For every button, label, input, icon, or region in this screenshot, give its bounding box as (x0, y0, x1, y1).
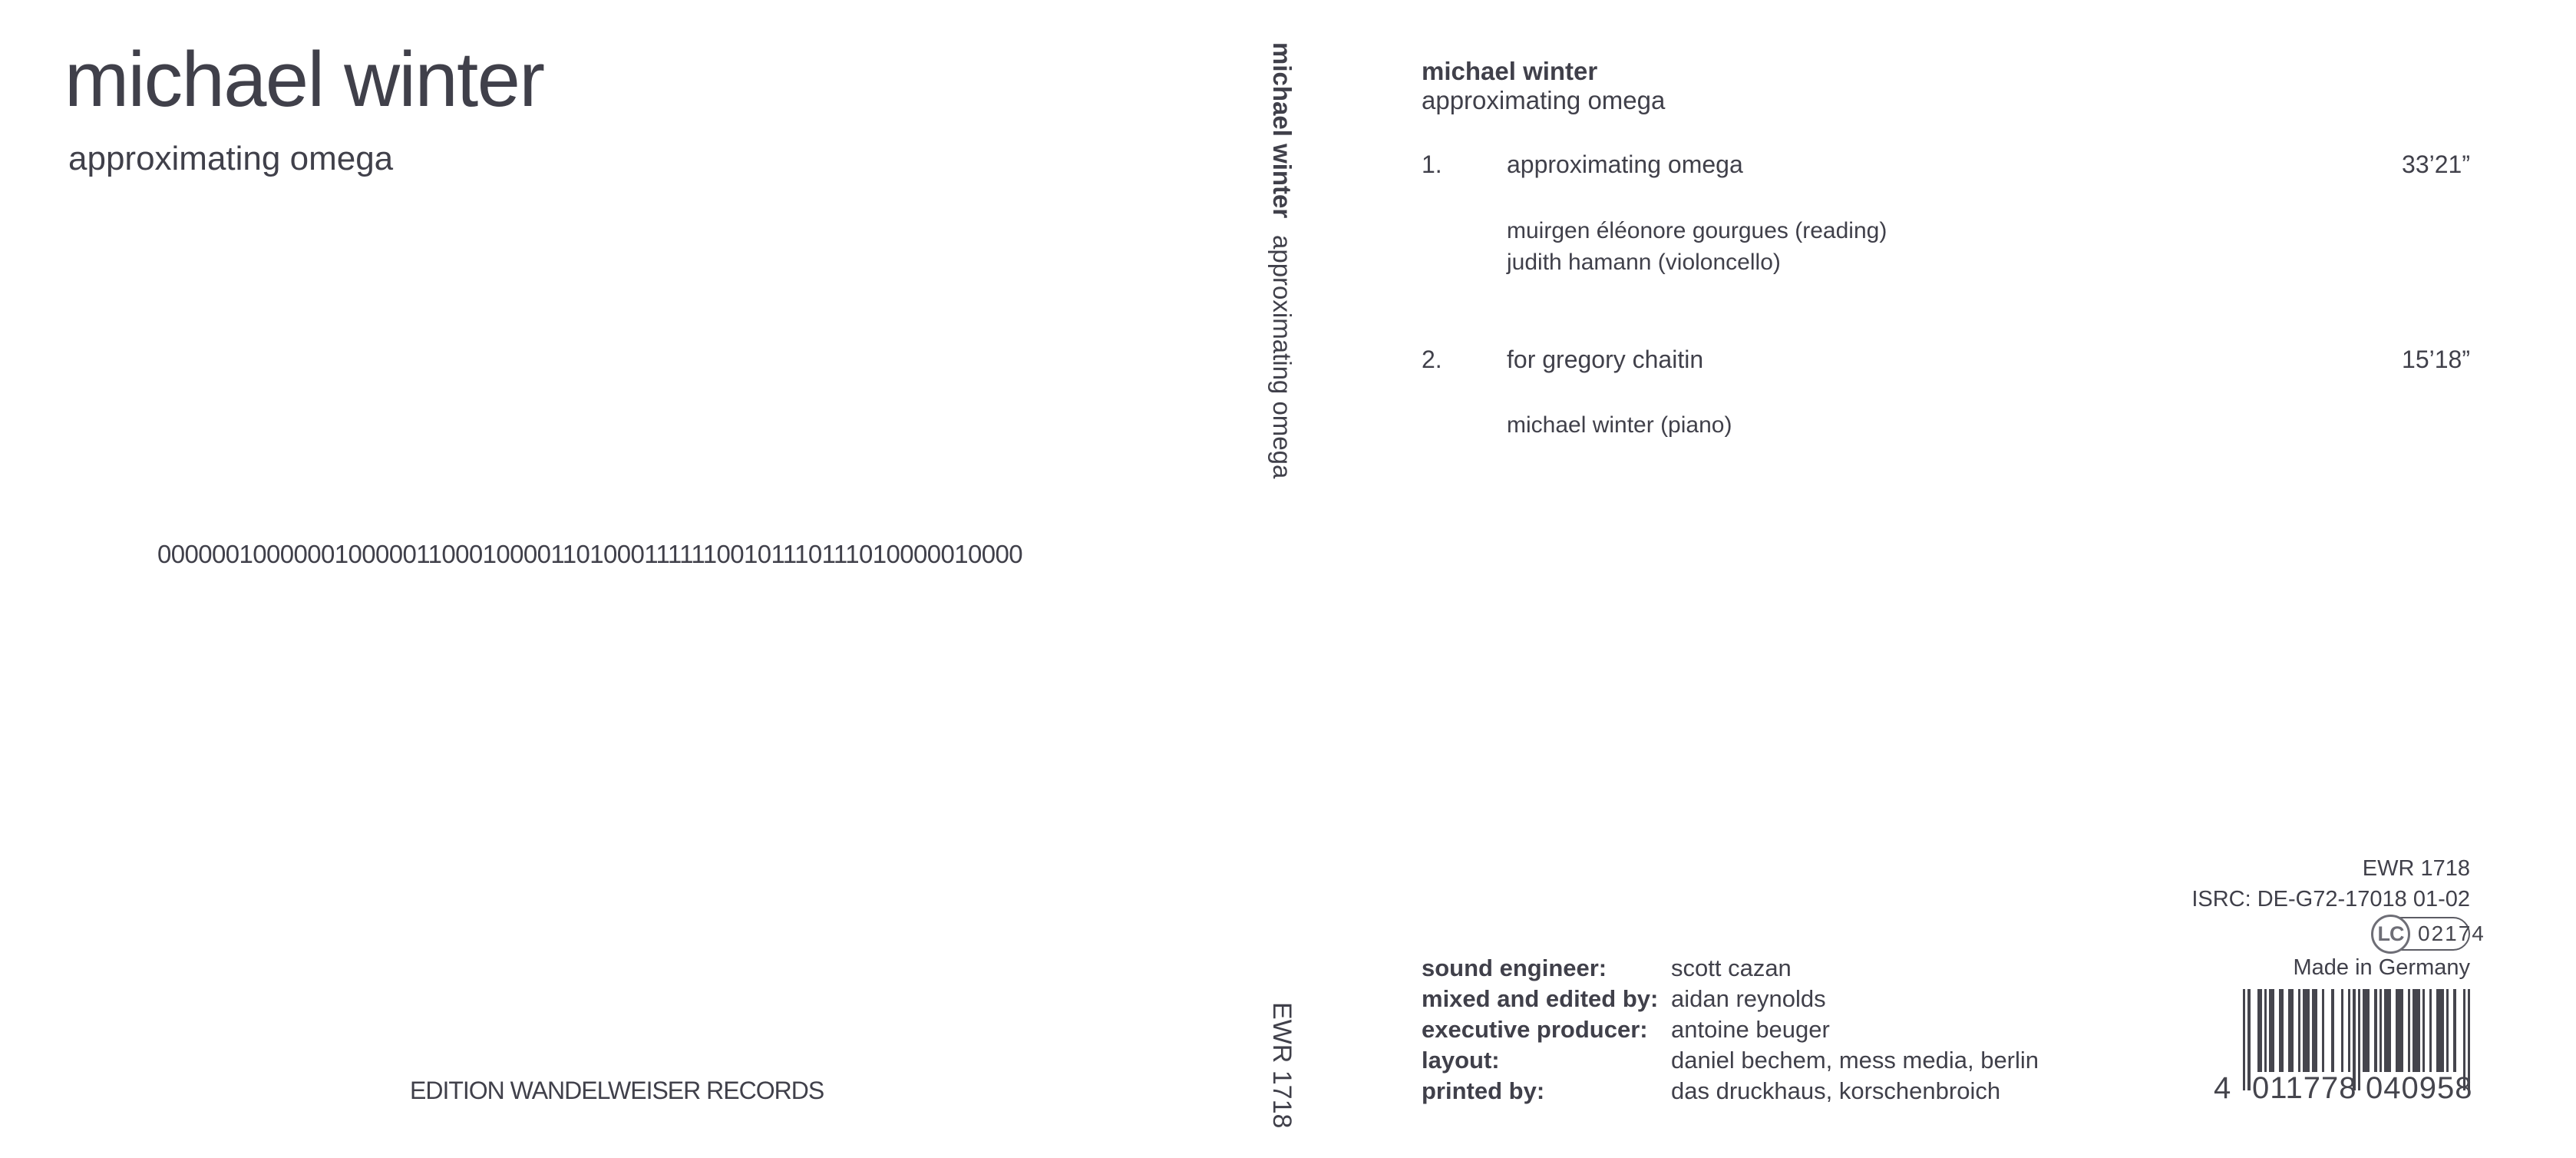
lc-logo-text: LC (2377, 922, 2404, 945)
credit-label: mixed and edited by: (1422, 985, 1659, 1012)
isrc-code: ISRC: DE-G72-17018 01-02 (2191, 887, 2470, 912)
spine-catalog-number: EWR 1718 (1267, 1002, 1296, 1129)
track-title: for gregory chaitin (1507, 346, 1704, 373)
spine-album-title: approximating omega (1268, 235, 1296, 479)
binary-string: 00000010000001000001100010000110100011111100101110111010000010000 (157, 540, 1023, 568)
credit-row (1422, 953, 2039, 984)
credit-value: das druckhaus, korschenbroich (1671, 1077, 2001, 1104)
track-number: 1. (1422, 151, 1442, 178)
credit-value: scott cazan (1671, 955, 1792, 981)
credit-label: layout: (1422, 1047, 1500, 1074)
credit-row (1422, 984, 2039, 1014)
record-label-name: EDITION WANDELWEISER RECORDS (410, 1077, 824, 1104)
credit-label: printed by: (1422, 1077, 1545, 1104)
barcode-digits-left: 011778 (2252, 1071, 2357, 1105)
credits-block (1422, 953, 2039, 1107)
track-performer: judith hamann (violoncello) (1507, 250, 1781, 275)
track-duration: 15’18” (2402, 346, 2470, 373)
label-code-number: 02174 (2418, 921, 2485, 945)
spine-artist: michael winter (1268, 42, 1296, 219)
track-number: 2. (1422, 346, 1442, 373)
track-performer: muirgen éléonore gourgues (reading) (1507, 218, 1887, 243)
made-in-text: Made in Germany (2293, 955, 2470, 980)
credit-value: antoine beuger (1671, 1016, 1830, 1043)
credit-row (1422, 1045, 2039, 1076)
credit-label: sound engineer: (1422, 955, 1607, 981)
barcode-digits-right: 040958 (2366, 1071, 2473, 1105)
track-duration: 33’21” (2402, 151, 2470, 178)
catalog-number: EWR 1718 (2362, 856, 2470, 881)
credit-value: aidan reynolds (1671, 985, 1826, 1012)
spine-text (1267, 42, 1297, 479)
credit-row (1422, 1076, 2039, 1107)
credit-label: executive producer: (1422, 1016, 1648, 1043)
front-album-title: approximating omega (68, 140, 394, 177)
front-artist-name: michael winter (64, 37, 544, 123)
credit-value: daniel bechem, mess media, berlin (1671, 1047, 2039, 1074)
back-artist-name: michael winter (1422, 57, 1598, 85)
credit-row (1422, 1014, 2039, 1045)
track-title: approximating omega (1507, 151, 1743, 178)
lc-logo-icon (2371, 915, 2410, 954)
label-code-badge (2372, 917, 2485, 951)
track-performer: michael winter (piano) (1507, 412, 1732, 438)
barcode-digit-first: 4 (2214, 1071, 2231, 1105)
back-album-title: approximating omega (1422, 86, 1666, 114)
